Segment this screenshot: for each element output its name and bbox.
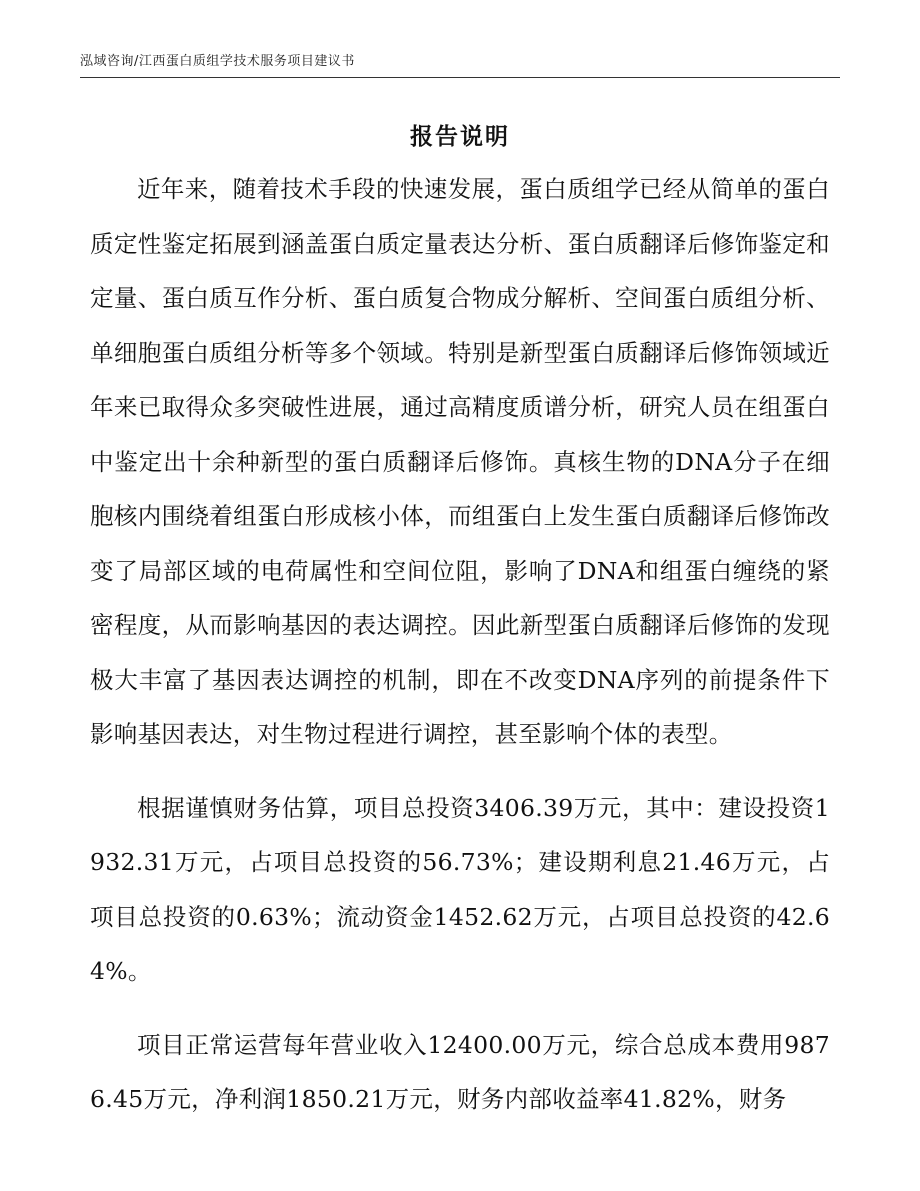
paragraph-background: 近年来，随着技术手段的快速发展，蛋白质组学已经从简单的蛋白质定性鉴定拓展到涵盖蛋白质定量表达分析、蛋白质翻译后修饰鉴定和定量、蛋白质互作分析、蛋白质复合物成分解析、空间蛋白质组分析、单细胞蛋白质组分析等多个领域。特别是新型蛋白质翻译后修饰领域近年来已取得众多突破性进展，通过高精度质谱分析，研究人员在组蛋白中鉴定出十余种新型的蛋白质翻译后修饰。真核生物的DNA分子在细胞核内围绕着组蛋白形成核小体，而组蛋白上发生蛋白质翻译后修饰改变了局部区域的电荷属性和空间位阻，影响了DNA和组蛋白缠绕的紧密程度，从而影响基因的表达调控。因此新型蛋白质翻译后修饰的发现极大丰富了基因表达调控的机制，即在不改变DNA序列的前提条件下影响基因表达，对生物过程进行调控，甚至影响个体的表型。 <box>90 175 830 748</box>
paragraph-investment: 根据谨慎财务估算，项目总投资3406.39万元，其中：建设投资1932.31万元，占项目总投资的56.73%；建设期利息21.46万元，占项目总投资的0.63%；流动资金1452.62万元，占项目总投资的42.64%。 <box>90 793 830 985</box>
running-header: 泓域咨询/江西蛋白质组学技术服务项目建议书 <box>80 54 355 69</box>
header-divider <box>80 77 840 78</box>
paragraph-revenue: 项目正常运营每年营业收入12400.00万元，综合总成本费用9876.45万元，净利润1850.21万元，财务内部收益率41.82%，财务 <box>90 1030 830 1113</box>
page-title: 报告说明 <box>410 123 510 150</box>
document-body <box>90 162 830 1146</box>
